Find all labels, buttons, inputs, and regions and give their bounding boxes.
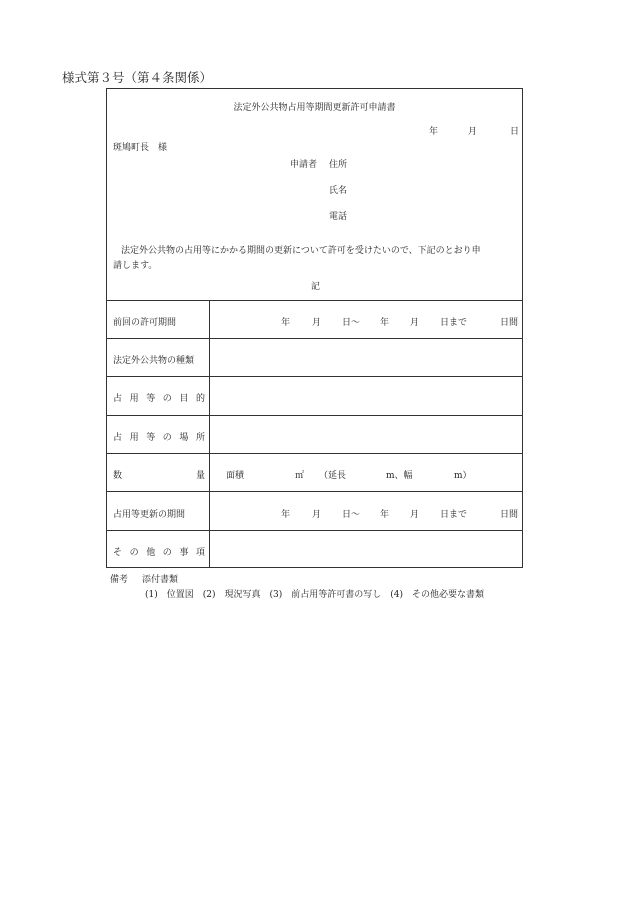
label-char: 占 [113,394,123,404]
label-char: 目 [179,394,189,404]
renewal-period-days: 日間 [500,510,519,520]
row-divider [107,338,522,339]
renewal-period-month2: 月 [410,510,420,520]
area-label: 面積 [226,471,245,481]
label-char: 量 [195,471,205,481]
previous-period-day: 日〜 [342,318,361,328]
label-char: 項 [195,548,205,558]
label-char: の [129,548,139,558]
row-label-previous-period: 前回の許可期間 [113,318,177,328]
meter-close-label: m） [454,471,472,481]
label-char: 所 [195,433,205,443]
previous-period-until: 日まで [440,318,468,328]
label-char: 用 [129,394,139,404]
date-year: 年 [429,127,439,137]
label-char: の [162,394,172,404]
date-month: 月 [468,127,478,137]
label-char: の [162,548,172,558]
applicant-address-label: 住所 [329,160,348,170]
previous-period-days: 日間 [500,318,519,328]
row-divider [107,491,522,492]
row-label-other-matters [113,545,205,558]
applicant-phone-label: 電話 [329,212,348,222]
renewal-period-month: 月 [312,510,322,520]
renewal-period-year2: 年 [380,510,390,520]
application-form [106,88,523,568]
row-label-quantity [113,468,205,481]
row-label-occupancy-place [113,430,205,443]
label-char: 数 [113,471,123,481]
renewal-period-year: 年 [281,510,291,520]
extension-label: （延長 [319,471,347,481]
previous-period-month: 月 [312,318,322,328]
label-char: 等 [146,394,156,404]
label-char: そ [113,548,123,558]
previous-period-month2: 月 [410,318,420,328]
previous-period-year2: 年 [380,318,390,328]
row-divider [107,530,522,531]
square-meter-unit: ㎡ [295,471,305,481]
date-day: 日 [510,127,520,137]
label-char: 等 [146,433,156,443]
notes-attachments-label: 添付書類 [142,575,179,585]
label-char: 事 [179,548,189,558]
label-char: の [162,433,172,443]
label-char: 他 [146,548,156,558]
form-title: 法定外公共物占用等期間更新許可申請書 [233,103,396,113]
label-char: 場 [179,433,189,443]
body-text-line1: 法定外公共物の占用等にかかる期間の更新について許可を受けたいので、下記のとおり申 [121,246,481,256]
addressee: 斑鳩町長 様 [113,143,168,153]
row-divider [107,415,522,416]
applicant-label: 申請者 [290,160,318,170]
applicant-name-label: 氏名 [329,186,348,196]
renewal-period-until: 日まで [440,510,468,520]
label-char: 用 [129,433,139,443]
row-label-renewal-period: 占用等更新の期間 [113,510,186,520]
row-label-public-property-type: 法定外公共物の種類 [113,356,195,366]
notes-heading: 備考 [110,575,129,585]
body-text-line2: 請します。 [113,261,158,271]
table-top-line [107,300,522,301]
width-label: m、幅 [386,471,413,481]
row-divider [107,453,522,454]
notes-attachment-list: (1) 位置図 (2) 現況写真 (3) 前占用等許可書の写し (4) その他必要な書類 [145,590,484,600]
row-divider [107,376,522,377]
row-label-occupancy-purpose [113,391,205,404]
label-char: 的 [195,394,205,404]
label-char: 占 [113,433,123,443]
renewal-period-day: 日〜 [342,510,361,520]
form-number: 様式第３号（第４条関係） [62,70,213,85]
column-divider [209,300,210,568]
ki-note: 記 [311,282,321,292]
previous-period-year: 年 [281,318,291,328]
